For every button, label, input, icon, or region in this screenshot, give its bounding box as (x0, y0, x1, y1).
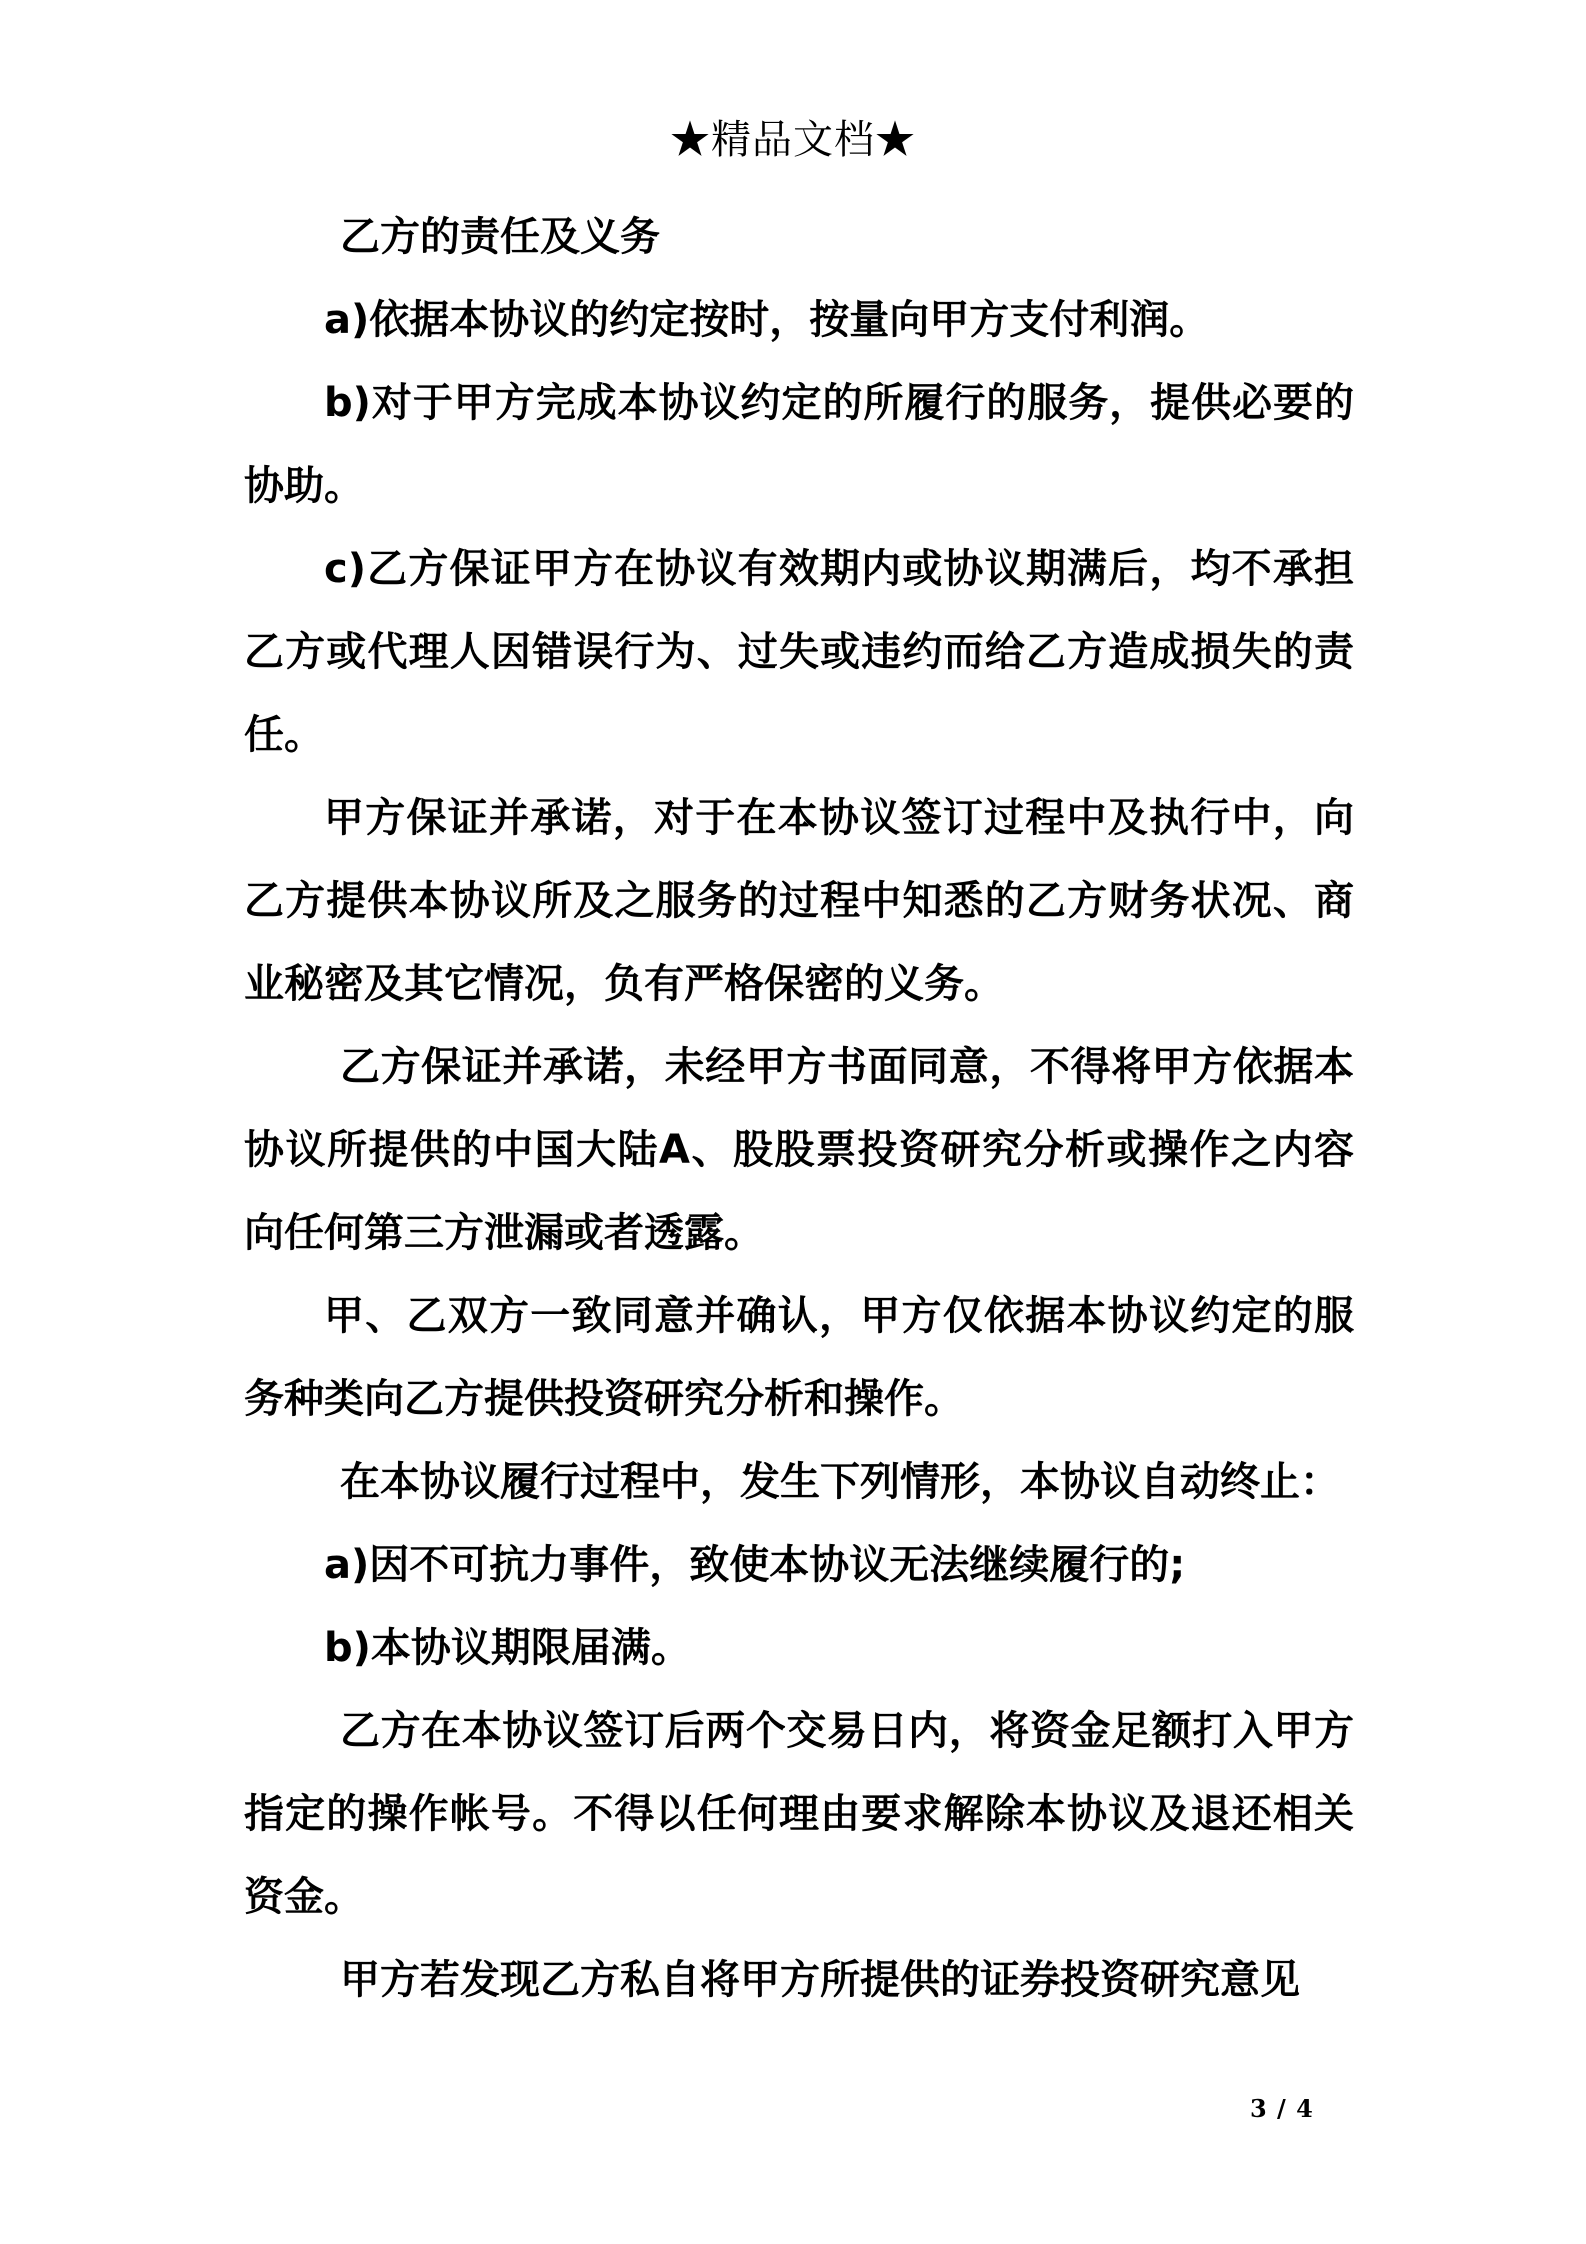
paragraph-clause-a-payment: a)依据本协议的约定按时，按量向甲方支付利润。 (324, 297, 1210, 343)
page-number: 3 / 4 (1250, 2094, 1314, 2123)
paragraph-clause-b-assistance: b)对于甲方完成本协议约定的所履行的服务，提供必要的协助。 (244, 380, 1354, 509)
paragraph-termination-b: b)本协议期限届满。 (324, 1625, 691, 1671)
document-body (244, 196, 1354, 2022)
paragraph-breach-discovery: 甲方若发现乙方私自将甲方所提供的证券投资研究意见 (340, 1957, 1300, 2003)
paragraph-mutual-agreement: 甲、乙双方一致同意并确认，甲方仅依据本协议约定的服务种类向乙方提供投资研究分析和操作。 (244, 1293, 1354, 1422)
paragraph-party-a-confidentiality: 甲方保证并承诺，对于在本协议签订过程中及执行中，向乙方提供本协议所及之服务的过程中知悉的乙方财务状况、商业秘密及其它情况，负有严格保密的义务。 (244, 795, 1354, 1007)
paragraph-termination-intro: 在本协议履行过程中，发生下列情形，本协议自动终止： (340, 1459, 1340, 1505)
paragraph-party-b-nondisclosure: 乙方保证并承诺，未经甲方书面同意，不得将甲方依据本协议所提供的中国大陆A、股股票投资研究分析或操作之内容向任何第三方泄漏或者透露。 (244, 1044, 1354, 1256)
paragraph-termination-a: a)因不可抗力事件，致使本协议无法继续履行的; (324, 1542, 1186, 1588)
section-heading-party-b-duties: 乙方的责任及义务 (340, 214, 660, 260)
page-header-title: ★精品文档★ (670, 117, 916, 163)
paragraph-clause-c-liability: c)乙方保证甲方在协议有效期内或协议期满后，均不承担乙方或代理人因错误行为、过失或违约而给乙方造成损失的责任。 (244, 546, 1354, 758)
paragraph-funding-deadline: 乙方在本协议签订后两个交易日内，将资金足额打入甲方指定的操作帐号。不得以任何理由要求解除本协议及退还相关资金。 (244, 1708, 1354, 1920)
